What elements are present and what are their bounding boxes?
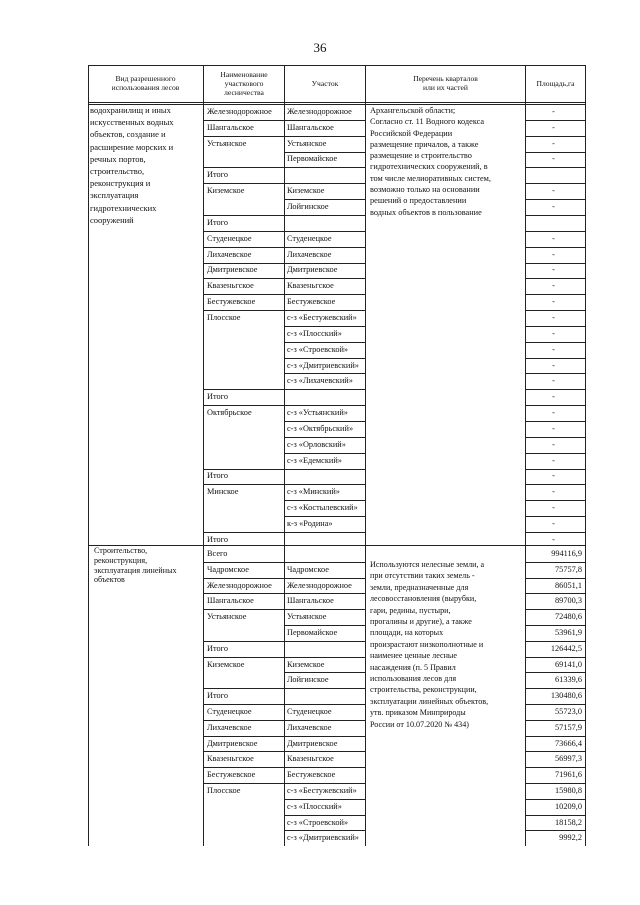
row-divider (525, 657, 585, 658)
row-divider (525, 672, 585, 673)
plot-cell: Устьянское (287, 138, 327, 148)
row-divider (284, 625, 365, 626)
forestry-cell: Итого (207, 217, 229, 227)
row-divider (284, 799, 365, 800)
area-cell: - (552, 376, 555, 386)
plot-cell: Квазеньгское (287, 281, 334, 291)
plot-cell: Бестужевское (287, 297, 336, 307)
forestry-cell: Киземское (207, 186, 245, 196)
column-divider (284, 500, 285, 516)
forestry-cell: Итого (207, 170, 229, 180)
area-cell: 89700,3 (555, 596, 582, 606)
row-divider (284, 500, 365, 501)
column-divider (284, 578, 285, 594)
area-cell: - (552, 455, 555, 465)
row-divider (525, 231, 585, 232)
forestry-cell: Лихачевское (207, 722, 252, 732)
plot-cell: с-з «Плосский» (287, 801, 342, 811)
area-cell: 72480,6 (555, 612, 582, 622)
area-cell: - (552, 344, 555, 354)
area-cell: 56997,3 (555, 754, 582, 764)
plot-cell: к-з «Родина» (287, 519, 333, 529)
area-cell: - (552, 534, 555, 544)
row-divider (284, 421, 365, 422)
row-divider (525, 215, 585, 216)
column-divider (284, 136, 285, 152)
row-divider (525, 767, 585, 768)
column-divider (284, 815, 285, 831)
column-divider (284, 720, 285, 736)
plot-cell: Шангальское (287, 122, 334, 132)
area-cell: - (552, 202, 555, 212)
forestry-cell: Дмитриевское (207, 265, 258, 275)
row-divider (284, 815, 365, 816)
area-cell: - (552, 487, 555, 497)
plot-cell: Квазеньгское (287, 754, 334, 764)
header-forestry: Наименование участкового лесничества (220, 70, 268, 97)
row-divider (525, 183, 585, 184)
plot-cell: Первомайское (287, 154, 338, 164)
forestry-cell: Чадромское (207, 564, 249, 574)
row-divider (525, 609, 585, 610)
column-divider (284, 358, 285, 374)
area-cell: - (552, 106, 555, 116)
forestry-cell: Минское (207, 487, 239, 497)
column-divider (284, 310, 285, 326)
row-divider (525, 815, 585, 816)
forestry-cell: Октябрьское (207, 408, 252, 418)
area-cell: 53961,9 (555, 627, 582, 637)
column-divider (284, 516, 285, 532)
forestry-cell: Устьянское (207, 138, 247, 148)
row-divider (525, 688, 585, 689)
column-divider (284, 657, 285, 673)
area-cell: 994116,9 (551, 548, 582, 558)
column-divider (284, 104, 285, 120)
plot-cell: с-з «Октябрьский» (287, 423, 354, 433)
column-divider (284, 751, 285, 767)
plot-cell: Лихачевское (287, 722, 332, 732)
area-cell: - (552, 503, 555, 513)
forestry-cell: Итого (207, 643, 229, 653)
column-divider (203, 65, 204, 846)
column-divider (284, 704, 285, 720)
column-divider (284, 263, 285, 279)
plot-cell: Бестужевское (287, 770, 336, 780)
plot-cell: Дмитриевское (287, 738, 338, 748)
row-divider (525, 326, 585, 327)
plot-cell: Первомайское (287, 627, 338, 637)
row-divider (525, 453, 585, 454)
use-type-linear: Строительство, реконструкция, эксплуатация линейных объектов (94, 546, 177, 585)
forestry-cell: Шангальское (207, 596, 254, 606)
area-cell: 126442,5 (550, 643, 582, 653)
forestry-cell: Плосское (207, 312, 241, 322)
area-cell: - (552, 439, 555, 449)
row-divider (284, 437, 365, 438)
row-divider (284, 672, 365, 673)
area-cell: - (552, 312, 555, 322)
column-divider (284, 421, 285, 437)
header-quarters: Перечень кварталов или их частей (413, 74, 478, 92)
forest-use-table (88, 65, 585, 846)
area-cell: - (552, 154, 555, 164)
plot-cell: Дмитриевское (287, 265, 338, 275)
row-divider (525, 405, 585, 406)
area-cell: - (552, 297, 555, 307)
column-divider (284, 767, 285, 783)
plot-cell: Чадромское (287, 564, 329, 574)
row-divider (525, 294, 585, 295)
quarters-hydro: Архангельской области; Согласно ст. 11 Водного кодекса Российской Федерации размещение причалов, а также размещение и строительство гидротехнических сооружений, в том числе мелиоративных систем, возможно только на основании решений о предоставлении водных объектов в пользование (370, 106, 491, 217)
row-divider (525, 736, 585, 737)
area-cell: - (552, 423, 555, 433)
forestry-cell: Бестужевское (207, 770, 256, 780)
plot-cell: Киземское (287, 659, 325, 669)
area-cell: 55723,0 (555, 706, 582, 716)
row-divider (525, 830, 585, 831)
column-divider (284, 672, 285, 688)
column-divider (284, 247, 285, 263)
plot-cell: с-з «Устьянский» (287, 408, 348, 418)
column-divider (284, 326, 285, 342)
page-number: 36 (313, 40, 327, 55)
use-type-hydro: водохранилищ и иных искусственных водных объектов, создание и расширение морских и речных портов, строительство, реконструкция и эксплуатация гидротехнических сооружений (90, 105, 174, 225)
row-divider (525, 562, 585, 563)
area-cell: 15980,8 (555, 785, 582, 795)
row-divider (525, 469, 585, 470)
row-divider (525, 199, 585, 200)
column-divider (284, 783, 285, 799)
row-divider (525, 263, 585, 264)
column-divider (525, 65, 526, 846)
row-divider (525, 625, 585, 626)
plot-cell: Студенецкое (287, 233, 332, 243)
area-cell: 61339,6 (555, 675, 582, 685)
area-cell: - (552, 122, 555, 132)
area-cell: 71961,6 (555, 770, 582, 780)
column-divider (284, 736, 285, 752)
row-divider (525, 720, 585, 721)
area-cell: 73666,4 (555, 738, 582, 748)
header-use-type: Вид разрешенного использования лесов (111, 74, 180, 92)
column-divider (284, 120, 285, 136)
plot-cell: Студенецкое (287, 706, 332, 716)
header-bottom-border (88, 104, 585, 105)
row-divider (525, 484, 585, 485)
area-cell: 75757,8 (555, 564, 582, 574)
column-divider (284, 625, 285, 641)
row-divider (284, 152, 365, 153)
column-divider (284, 562, 285, 578)
forestry-cell: Квазеньгское (207, 754, 254, 764)
plot-cell: с-з «Минский» (287, 487, 340, 497)
plot-cell: с-з «Строевской» (287, 344, 349, 354)
column-divider (284, 199, 285, 215)
area-cell: 130480,6 (550, 691, 582, 701)
forestry-cell: Плосское (207, 785, 241, 795)
column-divider (88, 65, 89, 846)
forestry-cell: Итого (207, 534, 229, 544)
column-divider (284, 453, 285, 469)
row-divider (525, 373, 585, 374)
area-cell: 18158,2 (555, 817, 582, 827)
row-divider (525, 799, 585, 800)
row-divider (525, 783, 585, 784)
area-cell: - (552, 519, 555, 529)
plot-cell: Железнодорожное (287, 106, 352, 116)
row-divider (525, 167, 585, 168)
forestry-cell: Студенецкое (207, 706, 252, 716)
row-divider (284, 326, 365, 327)
row-divider (525, 437, 585, 438)
column-divider (284, 593, 285, 609)
column-divider (284, 231, 285, 247)
area-cell: 9992,2 (559, 833, 582, 843)
plot-cell: Железнодорожное (287, 580, 352, 590)
column-divider (284, 342, 285, 358)
plot-cell: с-з «Едемский» (287, 455, 342, 465)
forestry-cell: Итого (207, 392, 229, 402)
column-divider (284, 373, 285, 389)
row-divider (525, 578, 585, 579)
plot-cell: Лойгинское (287, 202, 329, 212)
area-cell: - (552, 408, 555, 418)
area-cell: - (552, 328, 555, 338)
area-cell: - (552, 471, 555, 481)
row-divider (525, 751, 585, 752)
area-cell: - (552, 265, 555, 275)
plot-cell: с-з «Костылевский» (287, 503, 358, 513)
header-area: Площадь,га (536, 79, 575, 88)
column-divider (284, 152, 285, 168)
row-divider (525, 641, 585, 642)
area-cell: 57157,9 (555, 722, 582, 732)
area-cell: - (552, 281, 555, 291)
area-cell: - (552, 249, 555, 259)
row-divider (284, 358, 365, 359)
forestry-cell: Итого (207, 471, 229, 481)
plot-cell: Шангальское (287, 596, 334, 606)
forestry-cell: Устьянское (207, 612, 247, 622)
column-divider (284, 830, 285, 846)
row-divider (525, 136, 585, 137)
forestry-cell: Студенецкое (207, 233, 252, 243)
area-cell: - (552, 186, 555, 196)
table-top-border (88, 65, 585, 66)
row-divider (525, 389, 585, 390)
plot-cell: с-з «Бестужевский» (287, 785, 357, 795)
forestry-cell: Железнодорожное (207, 580, 272, 590)
row-divider (525, 310, 585, 311)
row-divider (525, 421, 585, 422)
header-plot: Участок (311, 79, 339, 88)
plot-cell: Устьянское (287, 612, 327, 622)
section-divider (88, 545, 585, 546)
area-cell: 86051,1 (555, 580, 582, 590)
plot-cell: с-з «Строевской» (287, 817, 349, 827)
forestry-cell: Бестужевское (207, 297, 256, 307)
plot-cell: Лихачевское (287, 249, 332, 259)
row-divider (525, 120, 585, 121)
area-cell: - (552, 392, 555, 402)
row-divider (284, 373, 365, 374)
plot-cell: с-з «Дмитриевский» (287, 833, 359, 843)
row-divider (525, 247, 585, 248)
forestry-cell: Всего (207, 548, 228, 558)
plot-cell: с-з «Бестужевский» (287, 312, 357, 322)
column-divider (284, 278, 285, 294)
row-divider (284, 199, 365, 200)
forestry-cell: Железнодорожное (207, 106, 272, 116)
column-divider (284, 65, 285, 102)
plot-cell: с-з «Лихачевский» (287, 376, 353, 386)
forestry-cell: Итого (207, 691, 229, 701)
row-divider (525, 532, 585, 533)
column-divider (284, 609, 285, 625)
plot-cell: с-з «Плосский» (287, 328, 342, 338)
forestry-cell: Лихачевское (207, 249, 252, 259)
row-divider (284, 453, 365, 454)
column-divider (284, 799, 285, 815)
row-divider (525, 516, 585, 517)
plot-cell: Киземское (287, 186, 325, 196)
plot-cell: Лойгинское (287, 675, 329, 685)
plot-cell: с-з «Орловский» (287, 439, 346, 449)
column-divider (585, 65, 586, 846)
area-cell: - (552, 138, 555, 148)
column-divider (284, 437, 285, 453)
row-divider (284, 516, 365, 517)
forestry-cell: Киземское (207, 659, 245, 669)
column-divider (284, 405, 285, 421)
row-divider (525, 500, 585, 501)
column-divider (284, 294, 285, 310)
forestry-cell: Квазеньгское (207, 281, 254, 291)
quarters-linear: Используются нелесные земли, а при отсутствии таких земель - земли, предназначенные для лесовосстановления (вырубки, гари, редины, пустыри, прогалины и другие), а также площади, на которых произрастают низкополнотные и наименее ценные лесные насаждения (п. 5 Правил использования лесов для строительства, реконструкции, эксплуатации линейных объектов, утв. приказом Минприроды России от 10.07.2020 № 434) (370, 560, 489, 729)
forestry-cell: Шангальское (207, 122, 254, 132)
row-divider (525, 704, 585, 705)
column-divider (365, 65, 366, 846)
header-bottom-border (88, 102, 585, 103)
row-divider (525, 342, 585, 343)
row-divider (525, 358, 585, 359)
row-divider (525, 278, 585, 279)
area-cell: - (552, 360, 555, 370)
area-cell: 69141,0 (555, 659, 582, 669)
plot-cell: с-з «Дмитриевский» (287, 360, 359, 370)
area-cell: 10209,0 (555, 801, 582, 811)
row-divider (284, 342, 365, 343)
row-divider (525, 593, 585, 594)
area-cell: - (552, 233, 555, 243)
row-divider (525, 152, 585, 153)
row-divider (284, 830, 365, 831)
column-divider (284, 484, 285, 500)
column-divider (284, 183, 285, 199)
forestry-cell: Дмитриевское (207, 738, 258, 748)
